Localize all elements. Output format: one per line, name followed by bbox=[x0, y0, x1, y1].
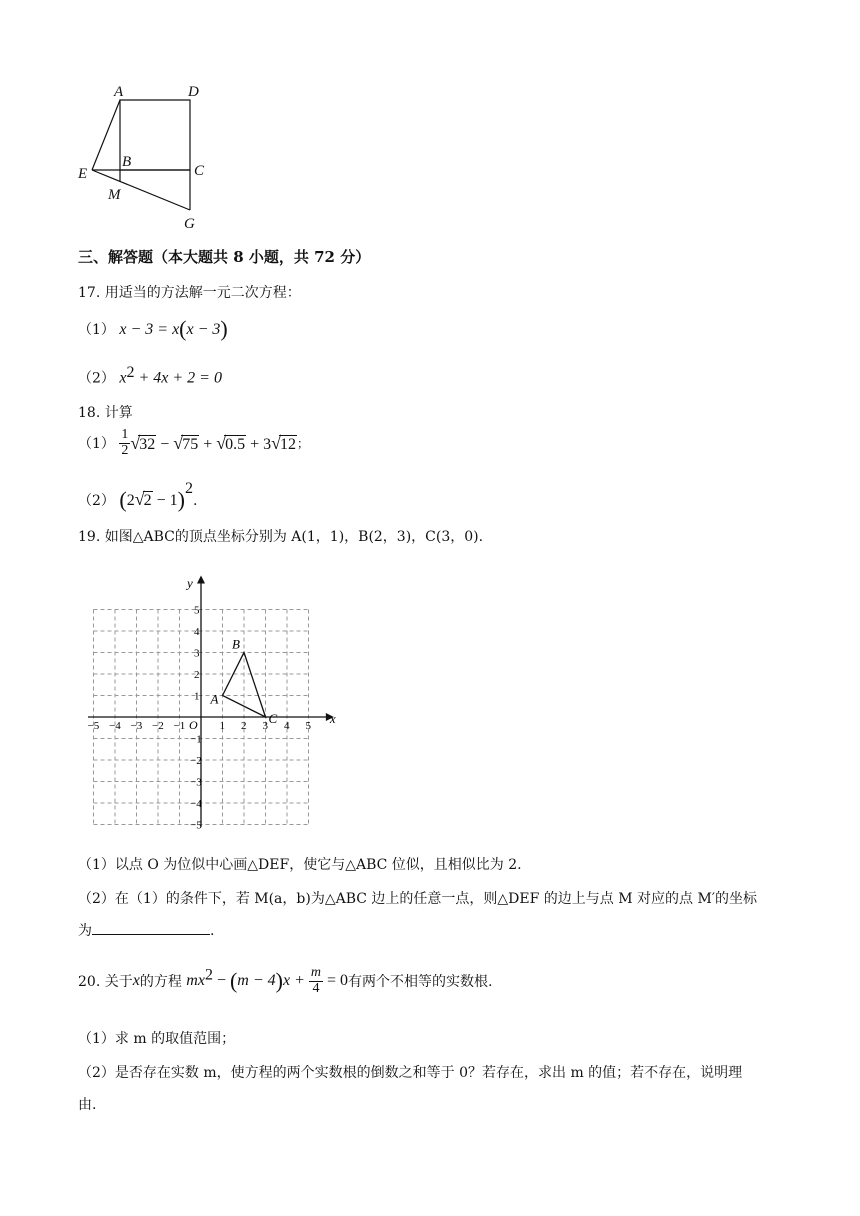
y-tick-label: −4 bbox=[190, 798, 202, 810]
q17-stem: 17. 用适当的方法解一元二次方程： bbox=[78, 285, 301, 301]
q17-part2-exp: 2 bbox=[126, 364, 135, 381]
q17-part1 bbox=[78, 316, 228, 342]
y-tick-label: 4 bbox=[194, 626, 200, 638]
q17-paren-close: ) bbox=[220, 316, 228, 341]
q20-stem-x: x bbox=[132, 972, 140, 990]
q20-eq-d: = 0 bbox=[323, 972, 349, 990]
segment-ea bbox=[92, 100, 120, 170]
y-axis-label: y bbox=[187, 575, 193, 591]
q18-part2-coef: 2 bbox=[126, 492, 135, 509]
q17-part2-eq-b: + 4x + 2 = 0 bbox=[134, 369, 222, 387]
coordinate-grid bbox=[88, 570, 348, 832]
q20-stem: 20. 关于x的方程 $mx^2 - (m - 4)x$ + $\frac{m}{4}$ = 0有两个不相等的实数根. bbox=[78, 965, 493, 996]
q19-part1: （1）以点 O 为位似中心画△DEF，使它与△ABC 位似，且相似比为 2. bbox=[78, 857, 522, 873]
q20-stem-c: 有两个不相等的实数根. bbox=[348, 974, 493, 991]
q18-op2: + bbox=[199, 435, 217, 453]
q17-part1-eq-left: x − 3 = x bbox=[119, 321, 180, 338]
q20-eq-a: mx bbox=[186, 972, 205, 990]
y-tick-label: −1 bbox=[190, 733, 202, 746]
q18-sqrt-32: 32 bbox=[139, 435, 156, 453]
q18-sqrt-75: 75 bbox=[182, 435, 199, 453]
q18-part1-label: （1） bbox=[78, 436, 115, 453]
x-tick-label: 3 bbox=[262, 720, 268, 732]
x-tick-label: 5 bbox=[305, 720, 311, 732]
label-e: E bbox=[78, 166, 88, 182]
q18-part2-minus: − 1 bbox=[152, 492, 178, 509]
x-tick-label: −4 bbox=[109, 720, 121, 732]
q19-part2-line2 bbox=[78, 920, 214, 940]
label-a: A bbox=[114, 84, 124, 100]
point-label-a: A bbox=[210, 691, 219, 707]
q20-stem-a: 20. 关于 bbox=[78, 974, 133, 991]
q18-op3: + 3 bbox=[246, 435, 272, 453]
label-d: D bbox=[188, 84, 199, 100]
q18-sqrt-12: 12 bbox=[280, 435, 297, 453]
q18-stem: 18. 计算 bbox=[78, 405, 133, 421]
x-axis-label: x bbox=[329, 711, 336, 726]
origin-label: O bbox=[189, 718, 198, 732]
x-tick-label: −5 bbox=[88, 720, 100, 732]
point-label-b: B bbox=[232, 636, 240, 652]
q18-fraction bbox=[119, 428, 130, 458]
q20-eq-b: − bbox=[212, 972, 230, 990]
q18-part2-sqrt: 2 bbox=[143, 492, 152, 509]
y-tick-label: 1 bbox=[194, 690, 200, 703]
y-tick-label: 3 bbox=[194, 647, 200, 660]
label-g: G bbox=[184, 216, 195, 232]
q19-part2-line1: （2）在（1）的条件下，若 M(a，b)为△ABC 边上的任意一点，则△DEF 的边上与点 M 对应的点 M′的坐标 bbox=[78, 891, 757, 907]
y-axis-arrow bbox=[197, 576, 205, 584]
x-tick-label: −2 bbox=[152, 720, 164, 732]
label-m: M bbox=[108, 187, 121, 203]
y-tick-label: −2 bbox=[190, 755, 202, 767]
q17-part2-eq-a: x bbox=[119, 369, 127, 387]
q18-part1-end: ； bbox=[297, 436, 310, 451]
q18-part2-end: . bbox=[192, 493, 198, 509]
q20-eq-paren: m − 4 bbox=[237, 972, 276, 990]
q20-part1: （1）求 m 的取值范围； bbox=[78, 1031, 236, 1047]
q17-part2 bbox=[78, 364, 222, 388]
q18-op1: − bbox=[156, 435, 174, 453]
y-tick-label: −3 bbox=[190, 776, 202, 789]
geometry-figure bbox=[70, 80, 230, 235]
q18-sqrt-05: 0.5 bbox=[225, 435, 246, 453]
q19-part2-end: . bbox=[210, 923, 215, 939]
label-b: B bbox=[122, 154, 132, 170]
q17-paren-open: ( bbox=[179, 316, 187, 341]
point-label-c: C bbox=[268, 711, 278, 726]
x-tick-label: −1 bbox=[173, 720, 186, 732]
q18-part2: （2） $(2√2 - 1)^2$. bbox=[78, 480, 198, 512]
q20-frac-den: 4 bbox=[312, 980, 320, 996]
q20-eq-c: x + bbox=[282, 972, 309, 990]
q17-part2-label: （2） bbox=[78, 370, 115, 387]
y-tick-label: 2 bbox=[194, 669, 200, 681]
y-tick-label: −5 bbox=[190, 819, 202, 832]
q18-part1: （1） $\frac{1}{2}$ √32 − √75 + √0.5 + 3√12； bbox=[78, 427, 310, 458]
q20-part2-line1: （2）是否存在实数 m，使方程的两个实数根的倒数之和等于 0？若存在，求出 m 的值；若不存在，说明理 bbox=[78, 1065, 743, 1081]
x-tick-label: −3 bbox=[130, 720, 143, 732]
q18-frac-num: 1 bbox=[121, 427, 129, 442]
q19-part2-prefix: 为 bbox=[78, 923, 92, 939]
x-tick-label: 2 bbox=[241, 720, 247, 732]
segment-eg bbox=[92, 170, 190, 210]
x-tick-label: 4 bbox=[284, 720, 290, 732]
x-tick-label: 1 bbox=[219, 720, 225, 732]
q20-frac-num: m bbox=[310, 965, 322, 980]
q17-part1-label: （1） bbox=[78, 322, 115, 338]
label-c: C bbox=[194, 163, 205, 179]
q20-stem-b: 的方程 bbox=[139, 974, 182, 991]
q20-part2-line2: 由. bbox=[78, 1097, 97, 1113]
q17-part1-eq-inner: x − 3 bbox=[186, 321, 221, 338]
q18-part2-exp: 2 bbox=[184, 480, 193, 497]
section-title: 三、解答题（本大题共 8 小题，共 72 分） bbox=[78, 248, 371, 266]
answer-blank[interactable] bbox=[92, 920, 210, 935]
q19-stem: 19. 如图△ABC的顶点坐标分别为 A(1，1)，B(2，3)，C(3，0). bbox=[78, 529, 484, 545]
q20-eq-exp: 2 bbox=[204, 966, 213, 984]
q18-frac-den: 2 bbox=[121, 442, 129, 458]
q20-fraction bbox=[309, 966, 323, 996]
q18-part2-label: （2） bbox=[78, 493, 115, 509]
y-tick-label: 5 bbox=[194, 604, 200, 617]
